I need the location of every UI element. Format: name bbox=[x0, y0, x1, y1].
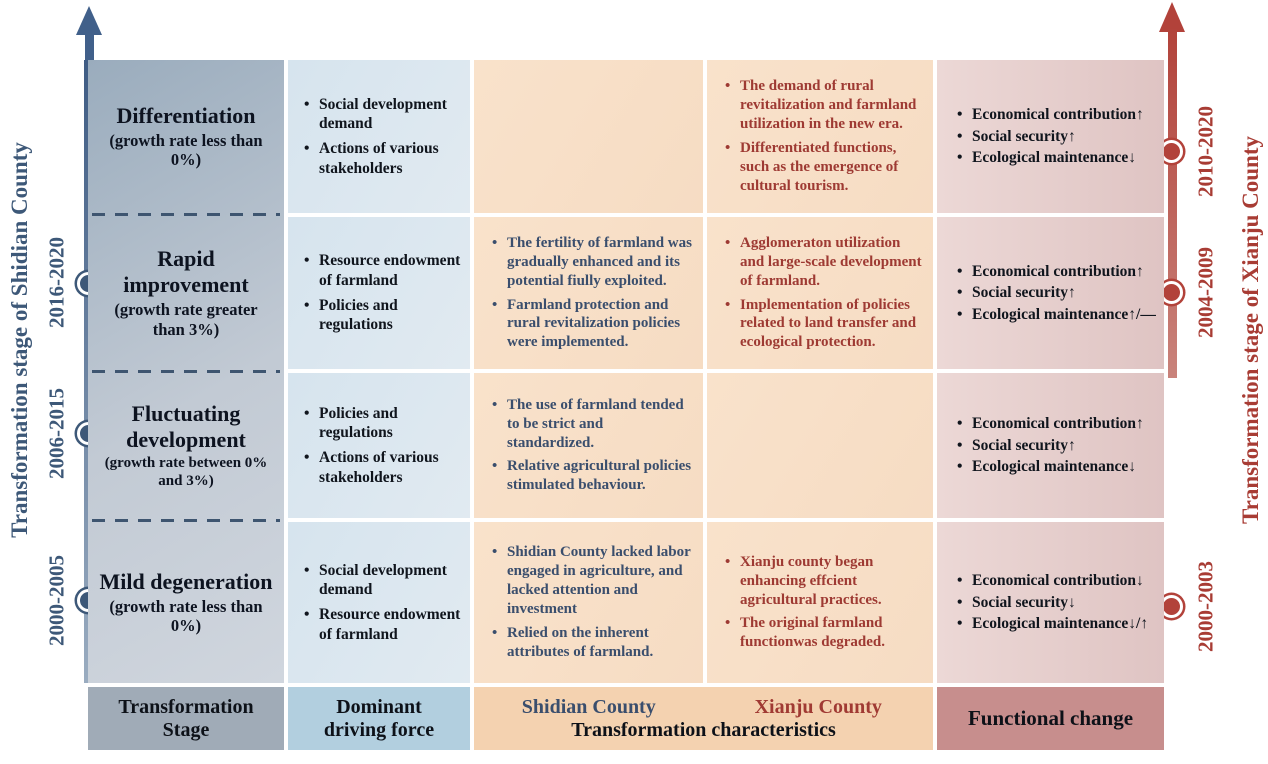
bullet-item: • Social development demand bbox=[302, 561, 462, 600]
bullet-item: • Resource endowment of farmland bbox=[302, 251, 462, 290]
bullet-item: • Xianju county began enhancing effcient agricultural practices. bbox=[723, 553, 925, 610]
stage-fluctuating-development bbox=[88, 373, 284, 518]
left-year-2016-2020: 2016-2020 bbox=[44, 237, 69, 328]
shidian-cell-row3 bbox=[474, 373, 703, 518]
left-axis-shaft bbox=[85, 30, 94, 62]
bullet-item: • Social security↑ bbox=[955, 436, 1160, 456]
shidian-cell-row2 bbox=[474, 217, 703, 369]
stage-note: (growth rate less than 0%) bbox=[109, 130, 263, 170]
functional-cell-row3 bbox=[937, 373, 1164, 518]
bullet-item: • Economical contribution↑ bbox=[955, 105, 1160, 125]
driving-cell-row3 bbox=[288, 373, 470, 518]
bullet-item: • Economical contribution↑ bbox=[955, 262, 1160, 282]
bullet-item: • The use of farmland tended to be strict and standardized. bbox=[490, 396, 693, 453]
right-year-2004-2009: 2004-2009 bbox=[1193, 247, 1218, 338]
bullet-item: • Ecological maintenance↓ bbox=[955, 148, 1160, 168]
bullet-item: • Social security↑ bbox=[955, 127, 1160, 147]
stage-rapid-improvement bbox=[88, 217, 284, 369]
xianju-cell-row3 bbox=[707, 373, 933, 518]
shidian-cell-row4 bbox=[474, 522, 703, 683]
footer-label: Dominant bbox=[336, 696, 422, 719]
bullet-item: • The demand of rural revitalization and farmland utilization in the new era. bbox=[723, 77, 925, 134]
bullet-item: • Actions of various stakeholders bbox=[302, 448, 462, 487]
bullet-item: • Resource endowment of farmland bbox=[302, 605, 462, 644]
left-axis-title: Transformation stage of Shidian County bbox=[7, 142, 32, 538]
footer-characteristics-label: Transformation characteristics bbox=[571, 718, 836, 741]
bullet-item: • Ecological maintenance↑/— bbox=[955, 305, 1160, 325]
shidian-cell-row1 bbox=[474, 60, 703, 213]
right-year-2010-2020: 2010-2020 bbox=[1193, 106, 1218, 197]
bullet-item: • The fertility of farmland was gradually enhanced and its potential fiully exploited. bbox=[490, 234, 693, 291]
bullet-item: • Policies and regulations bbox=[302, 296, 462, 335]
bullet-item: • Relied on the inherent attributes of farmland. bbox=[490, 624, 693, 662]
driving-cell-row2 bbox=[288, 217, 470, 369]
bullet-item: • Social security↑ bbox=[955, 283, 1160, 303]
bullet-item: • Social security↓ bbox=[955, 593, 1160, 613]
stage-title: Rapid improvement bbox=[123, 246, 249, 298]
stage-note: (growth rate less than 0%) bbox=[109, 596, 263, 636]
bullet-item: • The original farmland functionwas degraded. bbox=[723, 614, 925, 652]
xianju-cell-row1 bbox=[707, 60, 933, 213]
bullet-item: • Ecological maintenance↓ bbox=[955, 457, 1160, 477]
functional-cell-row2 bbox=[937, 217, 1164, 369]
bullet-item: • Economical contribution↓ bbox=[955, 571, 1160, 591]
stage-differentiation bbox=[88, 60, 284, 213]
right-axis-shaft bbox=[1168, 26, 1177, 378]
stage-mild-degeneration bbox=[88, 522, 284, 683]
bullet-item: • Social development demand bbox=[302, 95, 462, 134]
footer-xianju-county-label: Xianju County bbox=[754, 696, 882, 719]
xianju-cell-row4 bbox=[707, 522, 933, 683]
footer-transformation-stage bbox=[88, 687, 284, 750]
left-year-2000-2005: 2000-2005 bbox=[44, 555, 69, 646]
bullet-item: • Agglomeraton utilization and large-scale development of farmland. bbox=[723, 234, 925, 291]
footer-dominant-driving-force bbox=[288, 687, 470, 750]
bullet-item: • Differentiated functions, such as the emergence of cultural tourism. bbox=[723, 139, 925, 196]
bullet-item: • Farmland protection and rural revitalization policies were implemented. bbox=[490, 296, 693, 353]
bullet-item: • Economical contribution↑ bbox=[955, 414, 1160, 434]
bullet-item: • Actions of various stakeholders bbox=[302, 139, 462, 178]
driving-cell-row1 bbox=[288, 60, 470, 213]
footer-label: Functional change bbox=[967, 705, 1134, 730]
footer-functional-change bbox=[937, 687, 1164, 750]
left-year-2006-2015: 2006-2015 bbox=[44, 388, 69, 479]
functional-cell-row4 bbox=[937, 522, 1164, 683]
xianju-cell-row2 bbox=[707, 217, 933, 369]
bullet-item: • Relative agricultural policies stimulated behaviour. bbox=[490, 457, 693, 495]
functional-cell-row1 bbox=[937, 60, 1164, 213]
bullet-item: • Shidian County lacked labor engaged in agriculture, and lacked attention and investment bbox=[490, 543, 693, 619]
footer-label: Transformation bbox=[118, 696, 254, 719]
bullet-item: • Policies and regulations bbox=[302, 404, 462, 443]
stage-note: (growth rate between 0% and 3%) bbox=[104, 455, 268, 490]
stage-separator bbox=[92, 213, 280, 216]
right-axis-title: Transformation stage of Xianju County bbox=[1238, 135, 1263, 525]
stage-title: Differentiation bbox=[116, 102, 256, 128]
stage-note: (growth rate greater than 3%) bbox=[114, 300, 258, 339]
stage-title: Mild degeneration bbox=[99, 568, 273, 594]
footer-label: Stage bbox=[162, 718, 210, 741]
driving-cell-row4 bbox=[288, 522, 470, 683]
stage-title: Fluctuating development bbox=[126, 400, 246, 452]
footer-label: driving force bbox=[323, 718, 435, 741]
bullet-item: • Implementation of policies related to land transfer and ecological protection. bbox=[723, 296, 925, 353]
footer-shidian-county-label: Shidian County bbox=[521, 696, 656, 719]
right-year-2000-2003: 2000-2003 bbox=[1193, 561, 1218, 652]
footer-transformation-characteristics bbox=[474, 687, 933, 750]
bullet-item: • Ecological maintenance↓/↑ bbox=[955, 614, 1160, 634]
stage-column bbox=[88, 60, 284, 683]
